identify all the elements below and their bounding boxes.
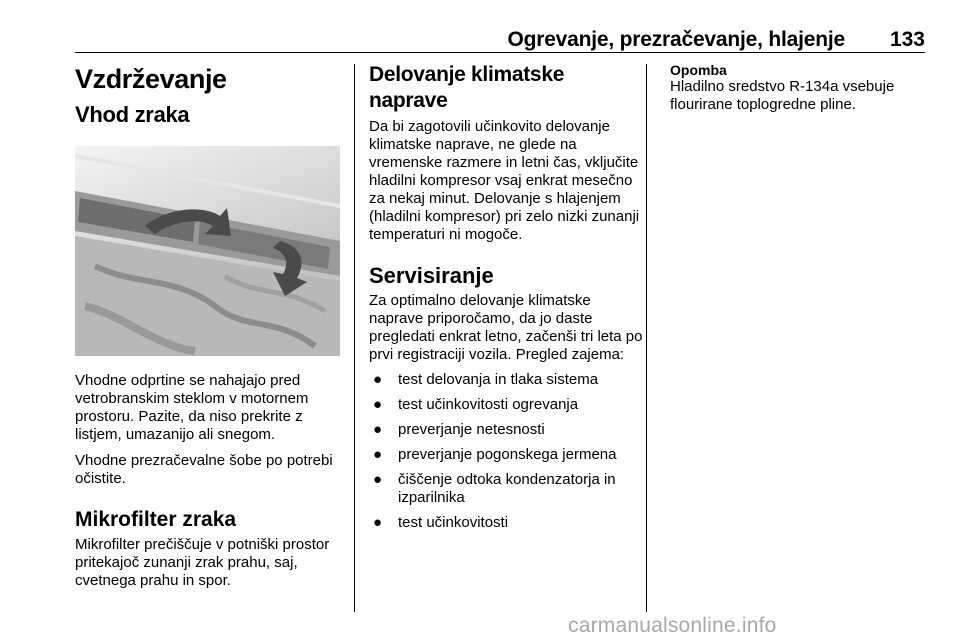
column-divider [354, 64, 355, 612]
air-intake-illustration [75, 146, 340, 356]
note-title: Opomba [670, 62, 727, 78]
list-item: ● preverjanje netesnosti [373, 421, 545, 438]
micro-filter-paragraph: Mikrofilter prečiščuje v potniški prostor pritekajoč zunanji zrak prahu, saj, cvetnega prahu in spor. [75, 536, 330, 589]
list-item: ● test učinkovitosti [373, 514, 509, 531]
service-check-list [369, 371, 644, 532]
column-middle [369, 62, 644, 532]
list-item: ● preverjanje pogonskega jermena [373, 446, 617, 463]
column-right [670, 62, 930, 114]
subheading-air-intake: Vhod zraka [75, 102, 190, 127]
list-item: ● test delovanja in tlaka sistema [373, 371, 599, 388]
note-text: Hladilno sredstvo R-134a vsebuje flourirane toplogredne pline. [670, 78, 895, 113]
bullet-icon: ● [373, 514, 383, 531]
header-title: Ogrevanje, prezračevanje, hlajenje [507, 28, 845, 51]
heading-ac-operation: Delovanje klimatske naprave [369, 63, 565, 112]
bullet-icon: ● [373, 421, 383, 438]
heading-micro-filter: Mikrofilter zraka [75, 508, 237, 531]
air-intake-paragraph: Vhodne odprtine se nahajajo pred vetrobranskim steklom v motornem prostoru. Pazite, da niso prekrite z listjem, umazanijo ali snegom. [75, 372, 309, 443]
page-number: 133 [889, 28, 925, 51]
page-header [75, 28, 925, 53]
list-item: ● čiščenje odtoka kondenzatorja in izparilnika [373, 471, 616, 506]
list-item: ● test učinkovitosti ogrevanja [373, 396, 579, 413]
air-intake-drawing [75, 146, 340, 356]
bullet-icon: ● [373, 396, 383, 413]
section-heading-maintenance: Vzdrževanje [75, 64, 227, 94]
site-watermark: carmanualsonline.info [568, 614, 777, 637]
bullet-icon: ● [373, 471, 383, 488]
bullet-icon: ● [373, 371, 383, 388]
ac-operation-paragraph: Da bi zagotovili učinkovito delovanje klimatske naprave, ne glede na vremenske razmere in letni čas, vključite hladilni kompresor vsaj enkrat mesečno za nekaj minut. Delovanje s hlajenjem (hladilni kompresor) pri zelo nizki zunanji temperaturi ni mogoče. [369, 118, 640, 243]
nozzle-cleaning-paragraph: Vhodne prezračevalne šobe po potrebi očistite. [75, 452, 333, 487]
servicing-paragraph: Za optimalno delovanje klimatske naprave priporočamo, da jo daste pregledati enkrat letno, začenši tri leta po prvi registraciji vozila. Pregled zajema: [369, 292, 643, 363]
column-divider [646, 64, 647, 612]
heading-servicing: Servisiranje [369, 263, 494, 288]
column-left [75, 62, 345, 590]
bullet-icon: ● [373, 446, 383, 463]
